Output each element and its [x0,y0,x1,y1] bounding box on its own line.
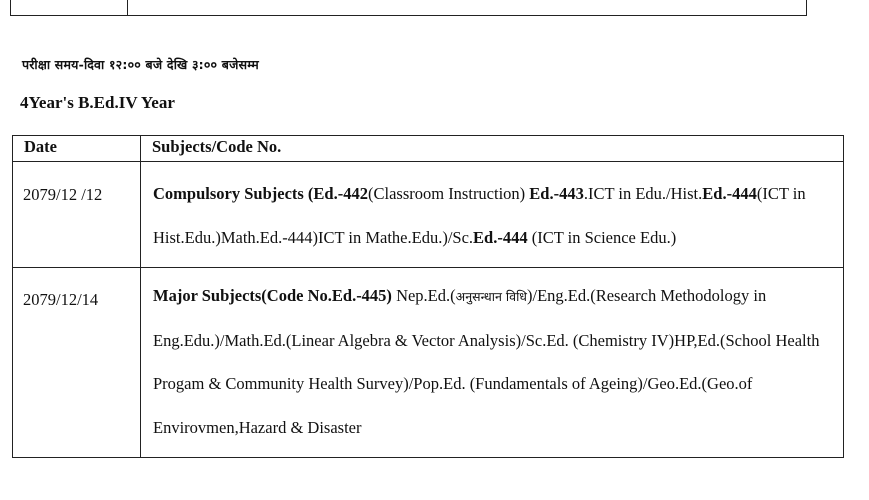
table-row [13,268,844,458]
table-header-row [13,136,844,162]
subject-code-text: Ed.-444 [702,184,757,203]
subject-code-text: Major Subjects(Code No.Ed.-445) [153,286,392,305]
row-subjects [141,268,844,458]
header-date: Date [13,136,141,162]
previous-table-fragment [10,0,807,16]
subject-text: (ICT in Hist.Edu.)Math.Ed.-444)ICT in Mathe.Edu.)/Sc. [153,184,806,247]
subject-text: .ICT in Edu./Hist. [583,184,703,203]
table-column-divider [127,0,128,15]
subject-text: (ICT in Science Edu.) [527,227,677,247]
subject-text: )/Eng.Ed.(Research Methodology in Eng.Edu.)/Math.Ed.(Linear Algebra & Vector Analysis)/Sc.Ed. (Chemistry IV)HP,Ed.(School Health Progam & Community Health Survey)/Pop.Ed. (Fundamentals of Ageing)/Geo.Ed.(Geo.of Envirovmen,Hazard & Disaster [153,286,820,437]
row-date: 2079/12 /12 [13,162,141,268]
table-row [13,162,844,268]
subject-code-text: Ed.-443 [529,184,584,203]
exam-schedule-table [12,135,844,458]
row-date: 2079/12/14 [13,268,141,458]
exam-time-note: परीक्षा समय-दिवा १२:०० बजे देखि ३:०० बजेसम्म [22,57,259,72]
subject-text: (Classroom Instruction) [367,184,530,203]
subject-text: Nep.Ed.( [391,286,456,305]
subject-code-text: Compulsory Subjects (Ed.-442 [153,184,368,203]
row-subjects [141,162,844,268]
header-subjects: Subjects/Code No. [141,136,844,162]
subject-text: अनुसन्धान विधि [455,289,527,304]
subject-code-text: Ed.-444 [473,227,528,247]
section-title: 4Year's B.Ed.IV Year [20,93,175,112]
